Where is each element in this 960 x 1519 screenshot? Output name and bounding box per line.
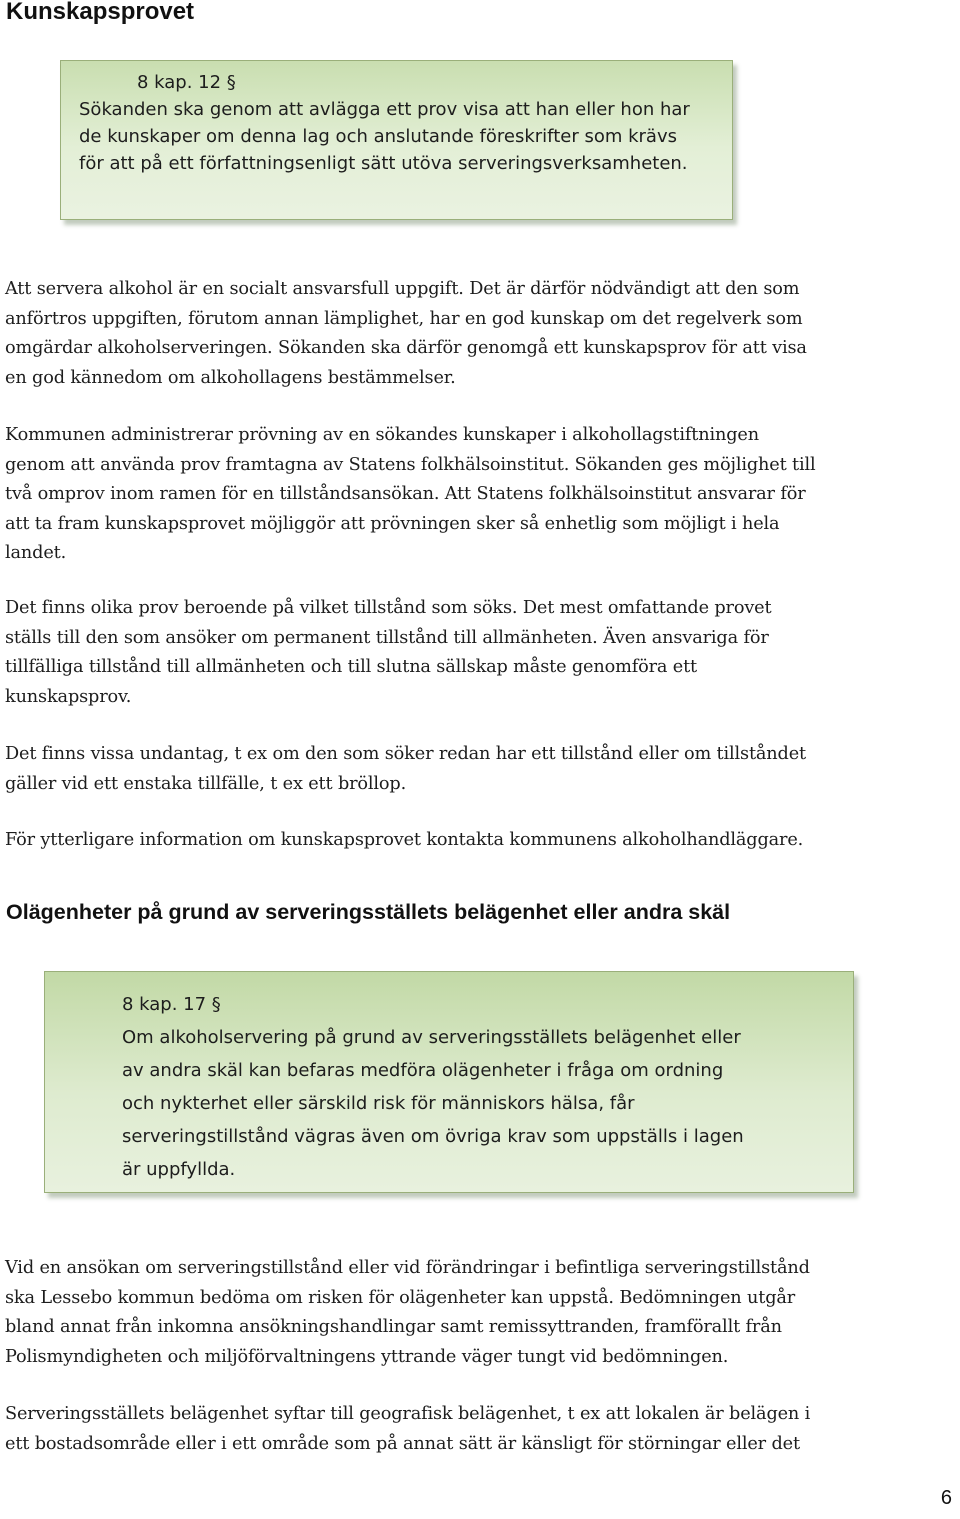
section-heading-olagenheter: Olägenheter på grund av serveringsställets belägenhet eller andra skäl — [6, 900, 731, 924]
paragraph-exceptions — [5, 740, 955, 799]
text-line: Det finns olika prov beroende på vilket tillstånd som söks. Det mest omfattande provet — [5, 598, 772, 618]
section-heading-kunskapsprovet: Kunskapsprovet — [6, 0, 195, 25]
law-text-line: av andra skäl kan befaras medföra olägenheter i fråga om ordning — [122, 1060, 724, 1081]
text-line: en god kännedom om alkohollagens bestämmelser. — [5, 367, 456, 388]
text-line: anförtros uppgiften, förutom annan lämplighet, har en god kunskap om det regelverk som — [5, 308, 803, 329]
text-line: Serveringsställets belägenhet syftar till geografisk belägenhet, t ex att lokalen är belägen i — [5, 1404, 811, 1424]
law-text-line: är uppfyllda. — [122, 1159, 236, 1180]
text-line: Att servera alkohol är en socialt ansvarsfull uppgift. Det är därför nödvändigt att den som — [5, 279, 800, 299]
text-line: ett bostadsområde eller i ett område som på annat sätt är känsligt för störningar eller det — [5, 1433, 800, 1454]
text-line: genom att använda prov framtagna av Statens folkhälsoinstitut. Sökanden ges möjlighet till — [5, 454, 816, 475]
paragraph-administration — [5, 421, 955, 569]
text-line: landet. — [5, 543, 67, 563]
law-text-line: för att på ett författningsenligt sätt utöva serveringsverksamheten. — [79, 153, 688, 174]
paragraph-test-types — [5, 594, 955, 712]
text-line: ställs till den som ansöker om permanent tillstånd till allmänheten. Även ansvariga för — [5, 627, 769, 648]
text-line: Kommunen administrerar prövning av en sökandes kunskaper i alkohollagstiftningen — [5, 425, 759, 445]
text-line: två omprov inom ramen för en tillståndsansökan. Att Statens folkhälsoinstitut ansvarar för — [5, 484, 806, 504]
law-text-line: och nykterhet eller särskild risk för människors hälsa, får — [122, 1093, 635, 1114]
text-line: omgärdar alkoholserveringen. Sökanden ska därför genomgå ett kunskapsprov för att visa — [5, 338, 807, 358]
paragraph-assessment — [5, 1254, 955, 1372]
law-text-line: serveringstillstånd vägras även om övriga krav som uppställs i lagen — [122, 1126, 744, 1147]
paragraph-responsibility — [5, 275, 955, 393]
law-reference: 8 kap. 17 § — [122, 994, 221, 1015]
text-line: bland annat från inkomna ansökningshandlingar samt remissyttranden, framförallt från — [5, 1317, 782, 1337]
text-line: kunskapsprov. — [5, 686, 132, 707]
text-line: tillfälliga tillstånd till allmänheten och till slutna sällskap måste genomföra ett — [5, 657, 698, 677]
text-line: Polismyndigheten och miljöförvaltningens yttrande väger tungt vid bedömningen. — [5, 1346, 729, 1367]
law-text-line: Sökanden ska genom att avlägga ett prov visa att han eller hon har — [79, 99, 690, 120]
text-line: att ta fram kunskapsprovet möjliggör att prövningen sker så enhetlig som möjligt i hela — [5, 513, 780, 534]
text-line: Det finns vissa undantag, t ex om den som söker redan har ett tillstånd eller om tillståndet — [5, 744, 806, 764]
law-text-line: Om alkoholservering på grund av serveringsställets belägenhet eller — [122, 1027, 741, 1048]
text-line: ska Lessebo kommun bedöma om risken för olägenheter kan uppstå. Bedömningen utgår — [5, 1287, 796, 1308]
law-text-line: de kunskaper om denna lag och anslutande föreskrifter som krävs — [79, 126, 677, 147]
law-quote-box-8-17 — [44, 971, 854, 1193]
law-reference: 8 kap. 12 § — [137, 72, 236, 93]
page-number: 6 — [940, 1487, 952, 1509]
paragraph-location — [5, 1400, 955, 1459]
text-line: Vid en ansökan om serveringstillstånd eller vid förändringar i befintliga serveringstillstånd — [5, 1258, 810, 1278]
law-quote-box-8-12 — [60, 60, 733, 220]
text-line: gäller vid ett enstaka tillfälle, t ex ett bröllop. — [5, 773, 407, 794]
text-line: För ytterligare information om kunskapsprovet kontakta kommunens alkoholhandläggare. — [5, 830, 804, 850]
paragraph-contact — [5, 826, 955, 856]
